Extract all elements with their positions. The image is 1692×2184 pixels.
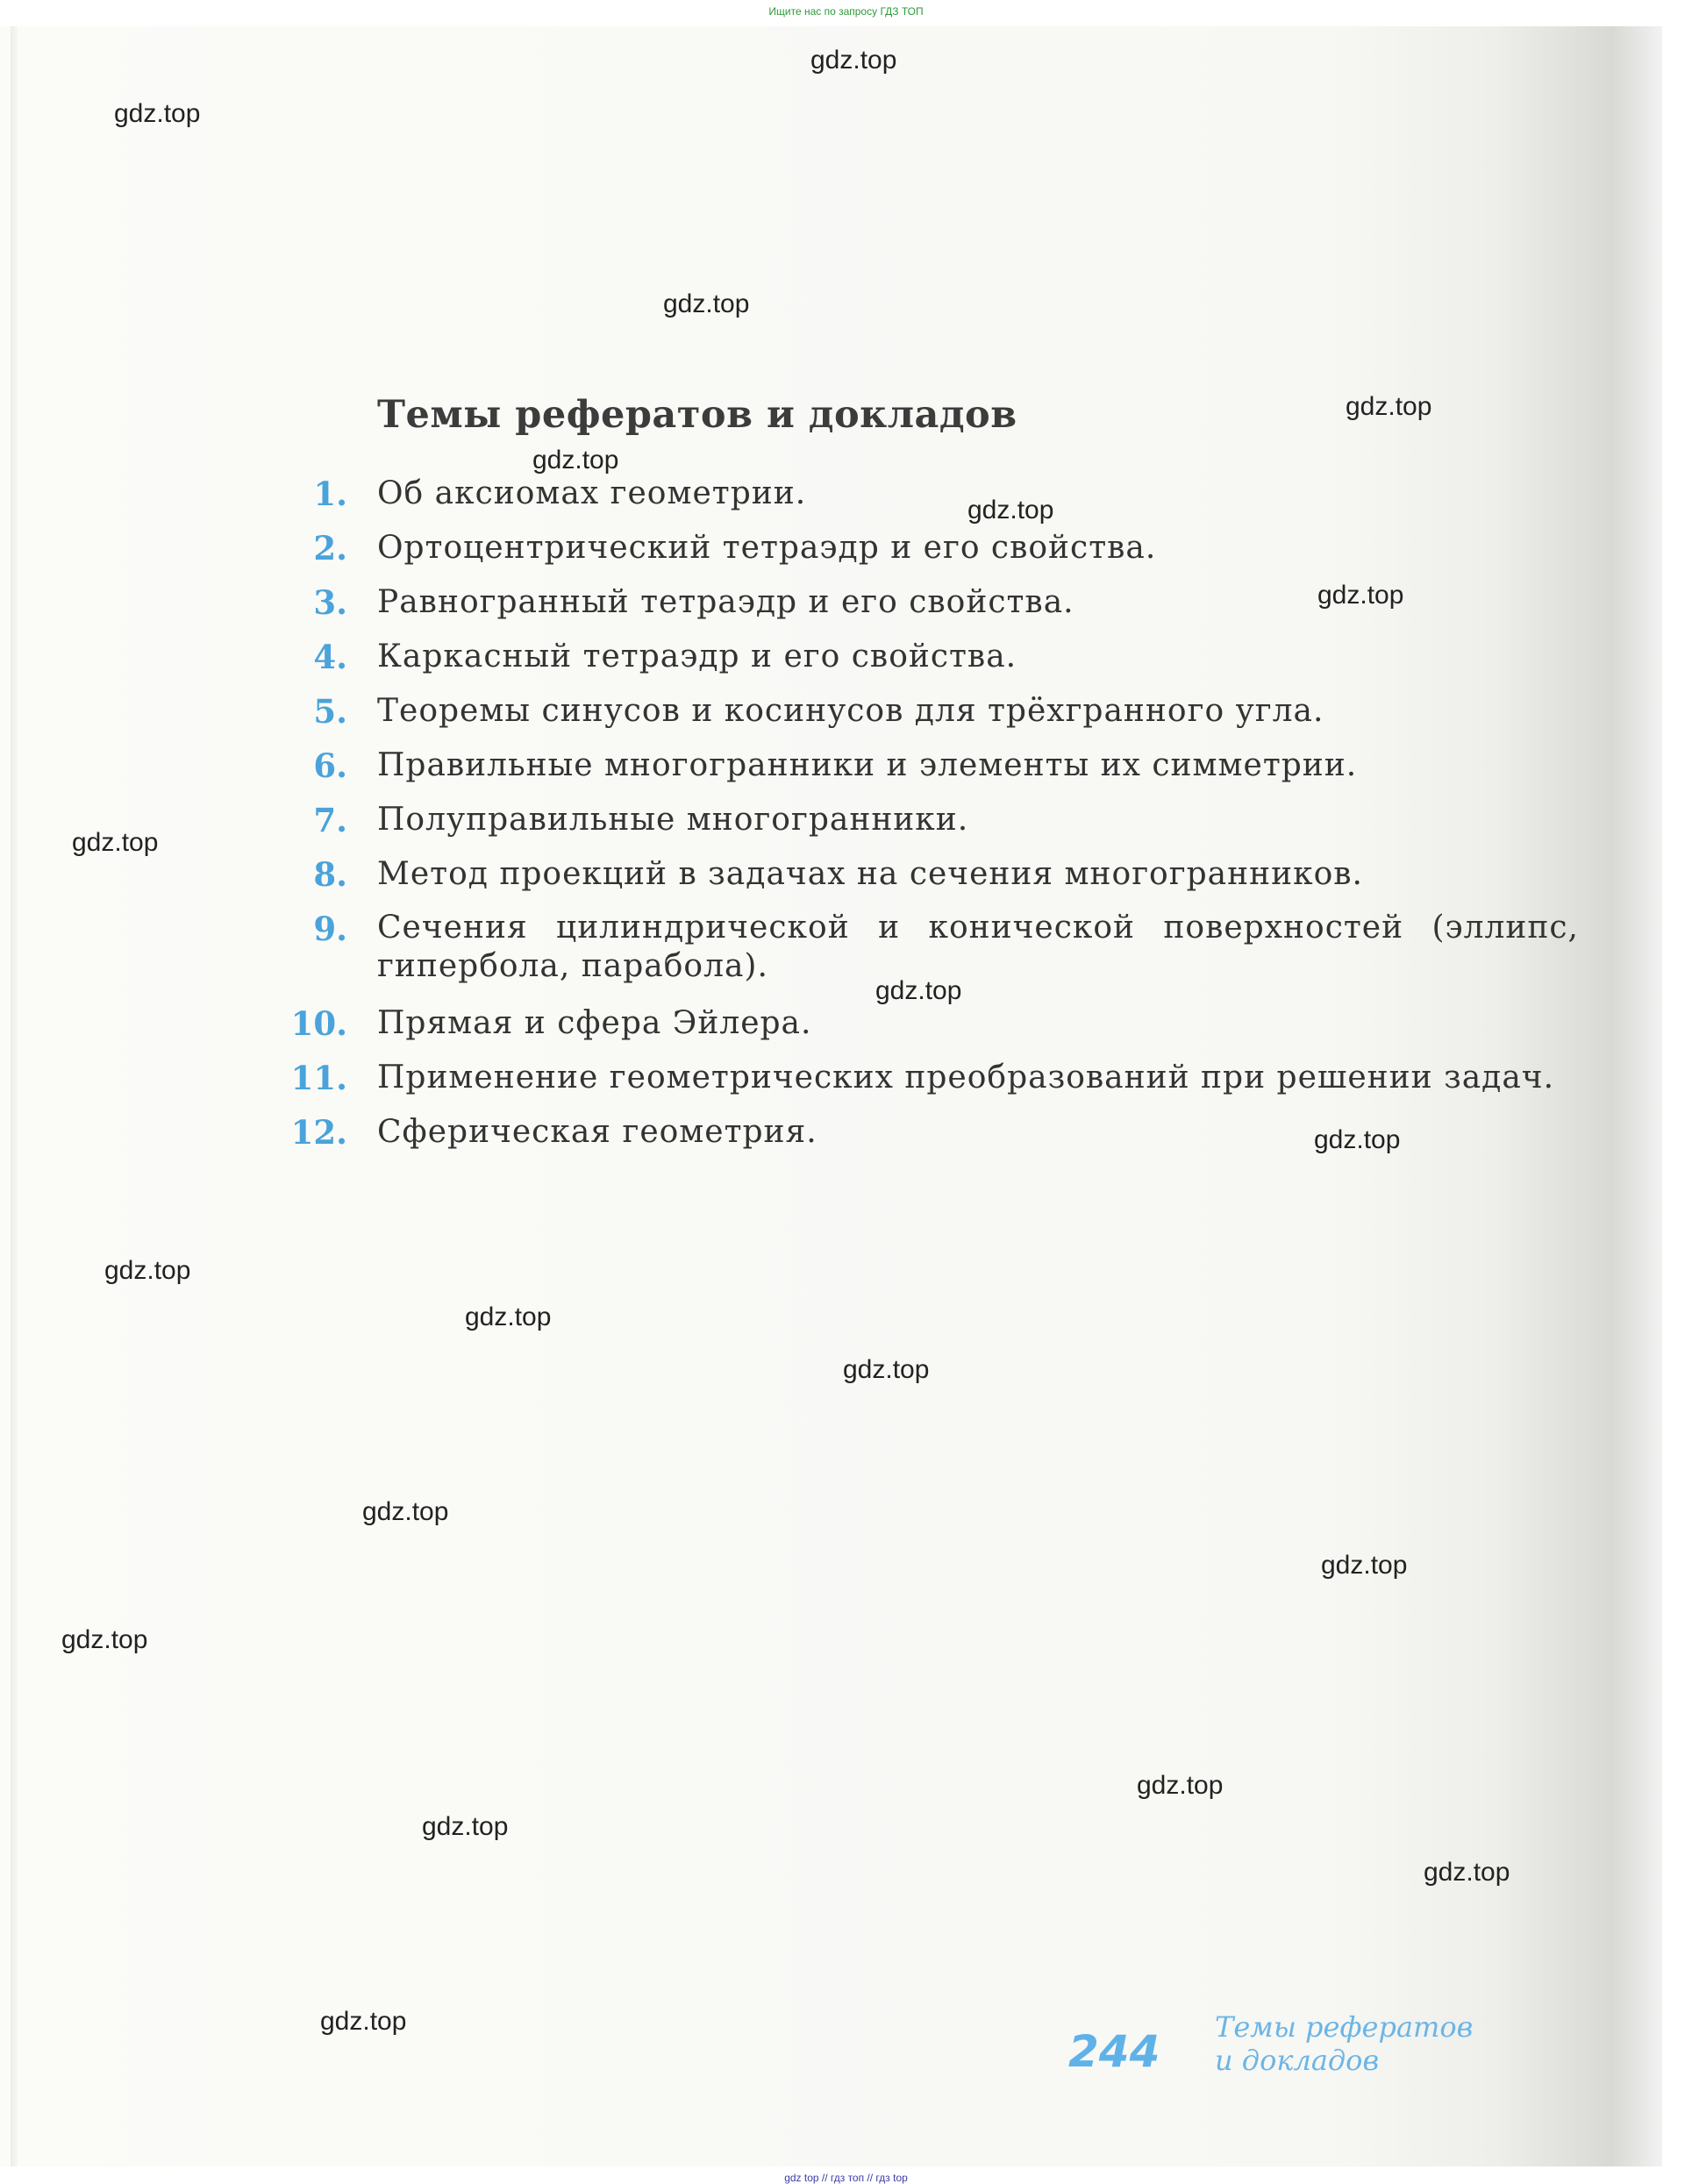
item-text: Об аксиомах геометрии. (377, 475, 807, 511)
item-text: Каркасный тетраэдр и его свойства. (377, 639, 1017, 674)
list-item (281, 1003, 1579, 1056)
watermark: gdz.top (1314, 1125, 1401, 1154)
item-text: Метод проекций в задачах на сечения многогранников. (377, 856, 1363, 892)
item-number: 12. (290, 1113, 347, 1152)
item-number: 9. (313, 910, 347, 948)
watermark: gdz.top (465, 1303, 552, 1331)
item-number: 2. (313, 529, 347, 567)
footer-note: gdz top // гдз топ // гдз top (784, 2172, 908, 2184)
watermark: gdz.top (1424, 1858, 1510, 1887)
running-footer (1215, 2010, 1473, 2077)
list-item (281, 1058, 1579, 1110)
watermark: gdz.top (1137, 1771, 1224, 1800)
list-item (281, 528, 1579, 581)
list-item (281, 637, 1579, 689)
watermark: gdz.top (532, 446, 619, 475)
page-edge-shadow (11, 26, 18, 2166)
item-number: 8. (313, 855, 347, 894)
list-item (281, 800, 1579, 853)
watermark: gdz.top (61, 1625, 148, 1654)
item-text: Полуправильные многогранники. (377, 802, 969, 838)
watermark: gdz.top (1317, 581, 1404, 610)
watermark: gdz.top (362, 1497, 449, 1526)
item-text: Равногранный тетраэдр и его свойства. (377, 584, 1074, 620)
item-number: 5. (313, 692, 347, 731)
list-item (281, 909, 1579, 984)
watermark: gdz.top (663, 289, 750, 318)
item-number: 10. (290, 1004, 347, 1043)
item-number: 4. (313, 638, 347, 676)
item-text: Сферическая геометрия. (377, 1114, 817, 1150)
item-text: Прямая и сфера Эйлера. (377, 1005, 812, 1041)
watermark: gdz.top (1321, 1551, 1408, 1580)
watermark: gdz.top (104, 1256, 191, 1285)
item-number: 6. (313, 746, 347, 785)
watermark: gdz.top (843, 1355, 930, 1384)
item-number: 11. (290, 1059, 347, 1097)
watermark: gdz.top (875, 976, 962, 1005)
page-title: Темы рефератов и докладов (377, 393, 1017, 437)
watermark: gdz.top (320, 2007, 407, 2036)
item-text: Сечения цилиндрической и конической поверхностей (эллипс, гипербола, парабола). (377, 910, 1579, 984)
item-number: 7. (313, 801, 347, 839)
item-number: 3. (313, 583, 347, 622)
item-text: Применение геометрических преобразований при решении задач. (377, 1060, 1555, 1096)
watermark: gdz.top (810, 46, 897, 75)
watermark: gdz.top (422, 1812, 509, 1841)
list-item (281, 691, 1579, 744)
item-number: 1. (313, 475, 347, 513)
list-item (281, 854, 1579, 907)
running-footer-line: и докладов (1215, 2044, 1380, 2077)
item-text: Теоремы синусов и косинусов для трёхгранного угла. (377, 693, 1324, 729)
list-item (281, 746, 1579, 798)
running-footer-line: Темы рефератов (1215, 2010, 1474, 2044)
header-note: Ищите нас по запросу ГДЗ ТОП (768, 5, 924, 18)
page-number: 244 (1068, 2026, 1160, 2077)
watermark: gdz.top (72, 828, 159, 857)
list-item (281, 474, 1579, 526)
item-text: Правильные многогранники и элементы их симметрии. (377, 747, 1358, 783)
watermark: gdz.top (114, 99, 201, 128)
watermark: gdz.top (967, 496, 1054, 525)
item-text: Ортоцентрический тетраэдр и его свойства. (377, 530, 1157, 566)
watermark: gdz.top (1346, 392, 1432, 421)
